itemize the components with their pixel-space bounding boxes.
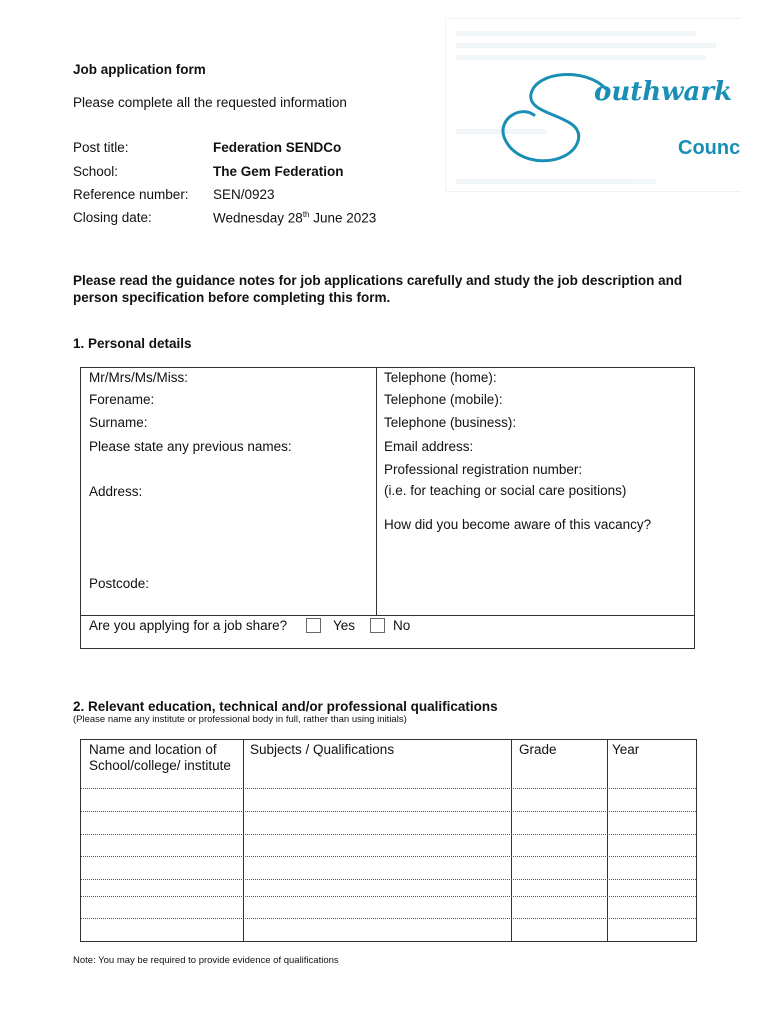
closing-date-value [213,210,376,226]
table-row[interactable] [81,834,696,835]
surname-field-label: Surname: [89,415,148,430]
postcode-field-label: Postcode: [89,576,150,591]
page-title: Job application form [73,62,206,77]
qualifications-table [80,739,697,942]
personal-details-heading: 1. Personal details [73,336,192,351]
job-share-no-label: No [393,618,411,633]
table-row[interactable] [81,896,696,897]
post-title-label: Post title: [73,140,129,155]
telephone-mobile-label: Telephone (mobile): [384,392,503,407]
job-share-yes-checkbox[interactable] [306,618,321,633]
table-row[interactable] [81,788,696,789]
vacancy-source-label: How did you become aware of this vacancy? [384,517,652,532]
column-header-institute: Name and location of School/college/ institute [89,742,231,773]
school-value: The Gem Federation [213,164,344,179]
qualifications-note: (Please name any institute or professional body in full, rather than using initials) [73,714,407,725]
table-row[interactable] [81,856,696,857]
guidance-text: Please read the guidance notes for job applications carefully and study the job description and person specification before completing this form. [73,273,683,305]
closing-date-suffix: th [302,210,310,219]
telephone-business-label: Telephone (business): [384,415,517,430]
closing-date-label: Closing date: [73,210,152,225]
telephone-home-label: Telephone (home): [384,370,497,385]
address-field-label: Address: [89,484,143,499]
reference-label: Reference number: [73,187,189,202]
column-divider [607,740,608,941]
title-field-label: Mr/Mrs/Ms/Miss: [89,370,188,385]
school-label: School: [73,164,119,179]
job-share-yes-label: Yes [333,618,356,633]
column-divider [511,740,512,941]
job-share-no-checkbox[interactable] [370,618,385,633]
table-row[interactable] [81,918,696,919]
column-header-year: Year [612,742,640,757]
row-divider [81,615,694,616]
southwark-council-logo [445,18,741,192]
forename-field-label: Forename: [89,392,155,407]
logo-script-text: outhwark [594,77,733,107]
column-divider [243,740,244,941]
professional-registration-note: (i.e. for teaching or social care positions) [384,483,627,498]
job-share-question: Are you applying for a job share? [89,618,288,633]
page-subtitle: Please complete all the requested information [73,95,347,110]
qualifications-heading: 2. Relevant education, technical and/or professional qualifications [73,699,498,714]
professional-registration-label: Professional registration number: [384,462,583,477]
closing-date-month-year: June 2023 [309,210,377,226]
qualifications-footer-note: Note: You may be required to provide evidence of qualifications [73,955,339,966]
closing-date-day: Wednesday 28 [213,210,303,226]
previous-names-field-label: Please state any previous names: [89,439,292,454]
column-header-grade: Grade [519,742,557,757]
column-header-subjects: Subjects / Qualifications [250,742,395,757]
post-title-value: Federation SENDCo [213,140,342,155]
table-row[interactable] [81,879,696,880]
personal-details-table [80,367,695,649]
logo-council-text: Counc [678,137,741,159]
email-address-label: Email address: [384,439,474,454]
table-row[interactable] [81,811,696,812]
column-divider [376,368,377,615]
reference-value: SEN/0923 [213,187,275,202]
